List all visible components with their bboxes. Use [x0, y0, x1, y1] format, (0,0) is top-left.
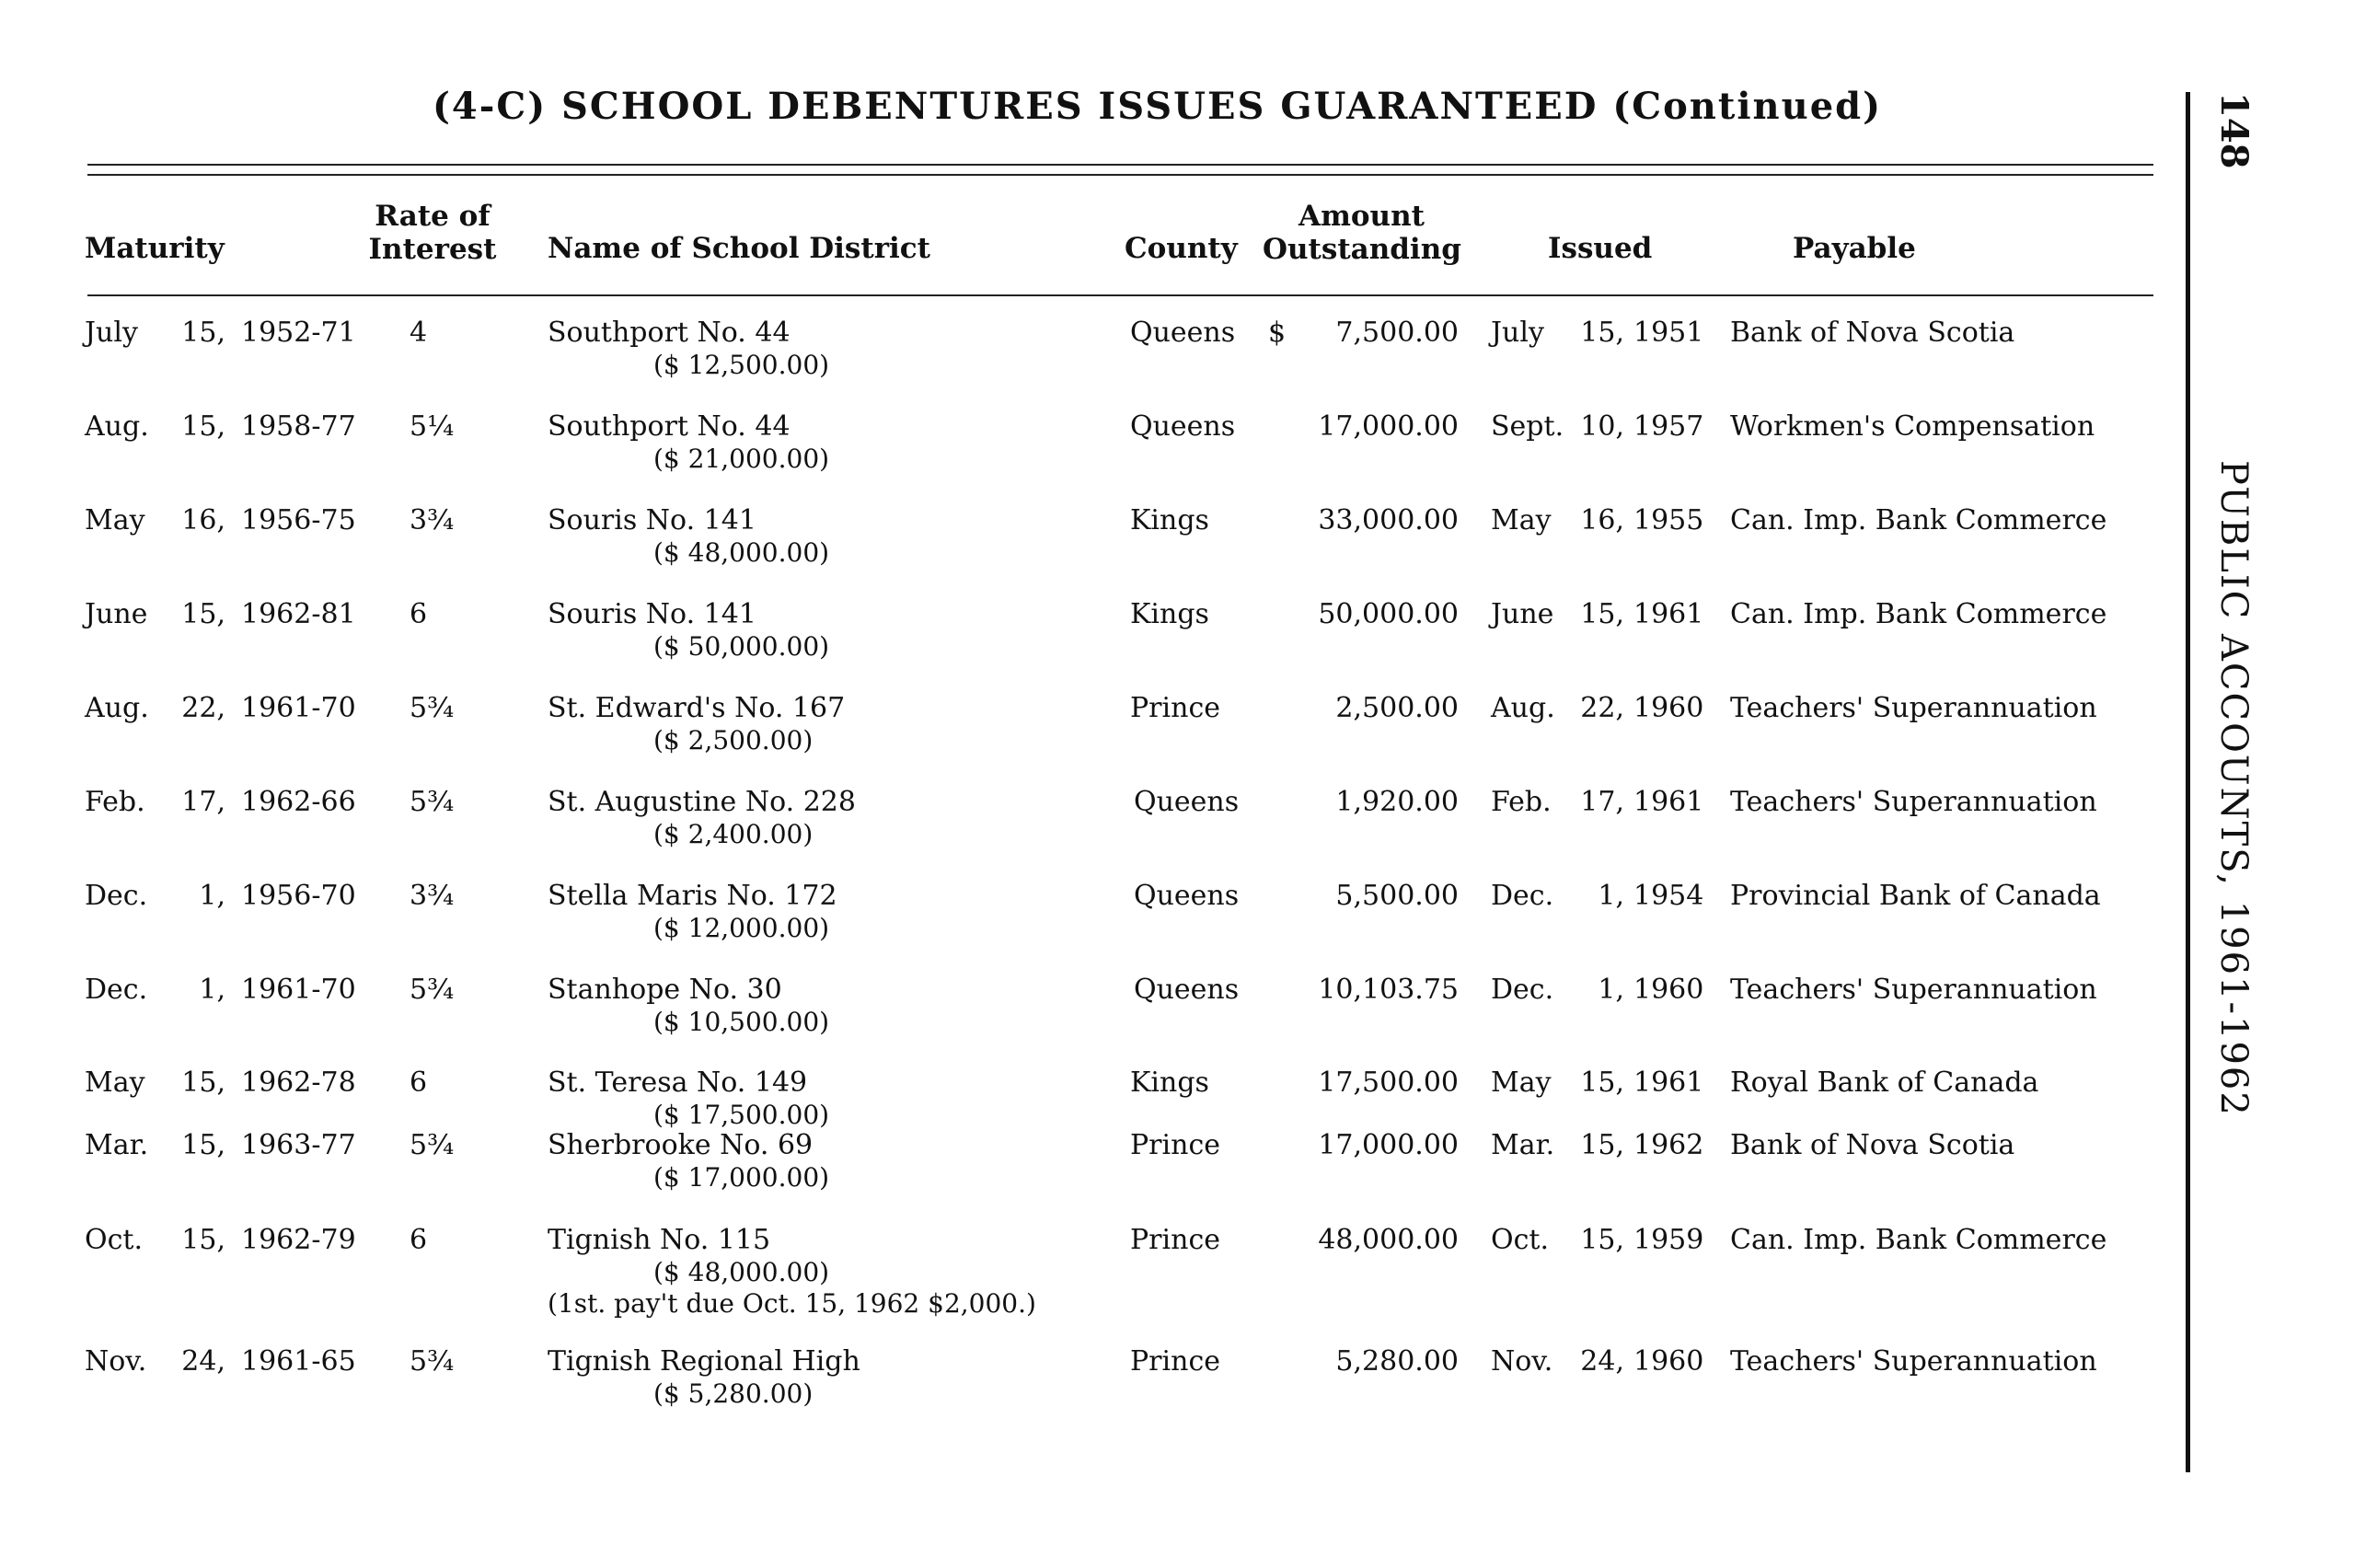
maturity-day: 16,	[181, 504, 225, 536]
maturity-day: 15,	[181, 1066, 225, 1099]
issued-month: Aug.	[1491, 692, 1555, 724]
amount-outstanding: 17,500.00	[1318, 1066, 1459, 1099]
header-payable: Payable	[1793, 232, 1916, 265]
maturity-years: 1958-77	[241, 410, 356, 443]
issued-day: 16,	[1580, 504, 1624, 536]
maturity-day: 22,	[181, 692, 225, 724]
maturity-month: Oct.	[85, 1224, 143, 1256]
payable-at: Royal Bank of Canada	[1730, 1066, 2039, 1099]
header-maturity: Maturity	[85, 232, 225, 265]
issued-day: 10,	[1580, 410, 1624, 443]
header-issued: Issued	[1548, 232, 1653, 265]
amount-outstanding: 10,103.75	[1318, 974, 1459, 1006]
payable-at: Can. Imp. Bank Commerce	[1730, 504, 2107, 536]
table-row	[0, 599, 2366, 691]
header-rate-line1: Rate of	[375, 200, 491, 233]
amount-outstanding: 1,920.00	[1335, 786, 1459, 818]
issued-day: 15,	[1580, 1129, 1624, 1161]
maturity-day: 1,	[199, 880, 225, 912]
top-rule-2	[87, 174, 2153, 176]
issued-month: Dec.	[1491, 974, 1554, 1006]
payable-at: Bank of Nova Scotia	[1730, 317, 2015, 349]
issued-month: Feb.	[1491, 786, 1552, 818]
district-name: St. Edward's No. 167	[548, 692, 846, 724]
payable-at: Bank of Nova Scotia	[1730, 1129, 2015, 1161]
county: Kings	[1130, 1066, 1209, 1099]
original-amount: ($ 21,000.00)	[653, 444, 830, 474]
district-name: Tignish No. 115	[548, 1224, 771, 1256]
interest-rate: 5¼	[410, 410, 455, 443]
table-row	[0, 1346, 2366, 1438]
county: Queens	[1134, 880, 1240, 912]
interest-rate: 3¾	[410, 880, 455, 912]
amount-outstanding: 17,000.00	[1318, 1129, 1459, 1161]
header-rule	[87, 294, 2153, 296]
maturity-day: 15,	[181, 1224, 225, 1256]
original-amount: ($ 48,000.00)	[653, 1257, 830, 1287]
original-amount: ($ 2,400.00)	[653, 819, 814, 849]
currency-sign: $	[1268, 317, 1287, 349]
interest-rate: 5¾	[410, 786, 455, 818]
maturity-month: June	[85, 598, 148, 630]
issued-month: June	[1491, 598, 1554, 630]
maturity-month: Aug.	[85, 692, 149, 724]
issued-year: 1961	[1633, 598, 1704, 630]
district-name: Sherbrooke No. 69	[548, 1129, 814, 1161]
original-amount: ($ 17,500.00)	[653, 1100, 830, 1130]
maturity-years: 1962-66	[241, 786, 356, 818]
issued-year: 1951	[1633, 317, 1704, 349]
table-row	[0, 505, 2366, 597]
district-name: Souris No. 141	[548, 504, 756, 536]
issued-day: 1,	[1598, 974, 1624, 1006]
payable-at: Provincial Bank of Canada	[1730, 880, 2101, 912]
maturity-years: 1961-70	[241, 974, 356, 1006]
maturity-years: 1952-71	[241, 317, 356, 349]
header-amount-line2: Outstanding	[1263, 233, 1461, 266]
header-amount-line1: Amount	[1298, 200, 1425, 233]
payable-at: Teachers' Superannuation	[1730, 974, 2097, 1006]
issued-year: 1961	[1633, 1066, 1704, 1099]
issued-year: 1955	[1633, 504, 1704, 536]
table-row	[0, 974, 2366, 1066]
interest-rate: 6	[410, 1224, 428, 1256]
issued-day: 22,	[1580, 692, 1624, 724]
maturity-day: 15,	[181, 1129, 225, 1161]
original-amount: ($ 12,000.00)	[653, 913, 830, 943]
amount-outstanding: 17,000.00	[1318, 410, 1459, 443]
county: Prince	[1130, 1129, 1220, 1161]
maturity-month: Aug.	[85, 410, 149, 443]
original-amount: ($ 2,500.00)	[653, 725, 814, 755]
payable-at: Can. Imp. Bank Commerce	[1730, 1224, 2107, 1256]
amount-outstanding: 5,280.00	[1335, 1345, 1459, 1378]
maturity-month: May	[85, 1066, 145, 1099]
issued-month: May	[1491, 1066, 1552, 1099]
side-margin	[2212, 92, 2256, 1117]
county: Queens	[1130, 410, 1236, 443]
issued-year: 1960	[1633, 974, 1704, 1006]
district-name: Souris No. 141	[548, 598, 756, 630]
issued-month: July	[1491, 317, 1544, 349]
payable-at: Teachers' Superannuation	[1730, 786, 2097, 818]
maturity-years: 1956-75	[241, 504, 356, 536]
district-name: Southport No. 44	[548, 410, 791, 443]
issued-month: Nov.	[1491, 1345, 1553, 1378]
maturity-month: Nov.	[85, 1345, 147, 1378]
county: Queens	[1134, 974, 1240, 1006]
issued-year: 1961	[1633, 786, 1704, 818]
payable-at: Workmen's Compensation	[1730, 410, 2095, 443]
maturity-years: 1962-79	[241, 1224, 356, 1256]
payable-at: Teachers' Superannuation	[1730, 1345, 2097, 1378]
table-row	[0, 1225, 2366, 1354]
county: Kings	[1130, 598, 1209, 630]
maturity-month: Mar.	[85, 1129, 149, 1161]
interest-rate: 5¾	[410, 1345, 455, 1378]
running-title: PUBLIC ACCOUNTS, 1961-1962	[2212, 460, 2255, 1117]
amount-outstanding: 33,000.00	[1318, 504, 1459, 536]
county: Queens	[1134, 786, 1240, 818]
issued-year: 1954	[1633, 880, 1704, 912]
district-name: St. Teresa No. 149	[548, 1066, 808, 1099]
issued-day: 15,	[1580, 1066, 1624, 1099]
district-name: Stanhope No. 30	[548, 974, 782, 1006]
original-amount: ($ 17,000.00)	[653, 1162, 830, 1193]
county: Queens	[1130, 317, 1236, 349]
original-amount: ($ 5,280.00)	[653, 1378, 814, 1409]
header-district: Name of School District	[548, 232, 931, 265]
maturity-years: 1962-81	[241, 598, 356, 630]
header-amount	[1263, 200, 1460, 266]
issued-day: 24,	[1580, 1345, 1624, 1378]
issued-month: May	[1491, 504, 1552, 536]
payable-at: Teachers' Superannuation	[1730, 692, 2097, 724]
maturity-month: May	[85, 504, 145, 536]
header-rate-line2: Interest	[368, 233, 497, 266]
interest-rate: 6	[410, 598, 428, 630]
issued-month: Mar.	[1491, 1129, 1555, 1161]
amount-outstanding: 48,000.00	[1318, 1224, 1459, 1256]
issued-day: 15,	[1580, 317, 1624, 349]
maturity-day: 17,	[181, 786, 225, 818]
original-amount: ($ 12,500.00)	[653, 350, 830, 380]
maturity-month: Dec.	[85, 880, 148, 912]
maturity-years: 1961-70	[241, 692, 356, 724]
amount-outstanding: 7,500.00	[1335, 317, 1459, 349]
maturity-years: 1963-77	[241, 1129, 356, 1161]
maturity-years: 1961-65	[241, 1345, 356, 1378]
maturity-month: Feb.	[85, 786, 145, 818]
interest-rate: 6	[410, 1066, 428, 1099]
original-amount: ($ 48,000.00)	[653, 537, 830, 568]
maturity-month: July	[85, 317, 138, 349]
table-row	[0, 693, 2366, 785]
page-number: 148	[2212, 92, 2256, 169]
table-row	[0, 881, 2366, 973]
county: Prince	[1130, 1224, 1220, 1256]
top-rule-1	[87, 164, 2153, 166]
issued-day: 15,	[1580, 598, 1624, 630]
maturity-day: 1,	[199, 974, 225, 1006]
interest-rate: 3¾	[410, 504, 455, 536]
county: Prince	[1130, 1345, 1220, 1378]
maturity-years: 1956-70	[241, 880, 356, 912]
maturity-month: Dec.	[85, 974, 148, 1006]
amount-outstanding: 50,000.00	[1318, 598, 1459, 630]
maturity-day: 24,	[181, 1345, 225, 1378]
issued-day: 15,	[1580, 1224, 1624, 1256]
maturity-day: 15,	[181, 598, 225, 630]
header-rate	[364, 200, 502, 266]
district-name: St. Augustine No. 228	[548, 786, 856, 818]
table-row	[0, 411, 2366, 503]
amount-outstanding: 5,500.00	[1335, 880, 1459, 912]
district-name: Southport No. 44	[548, 317, 791, 349]
table-row	[0, 787, 2366, 879]
original-amount: ($ 50,000.00)	[653, 631, 830, 662]
table-row	[0, 317, 2366, 409]
district-name: Stella Maris No. 172	[548, 880, 837, 912]
issued-year: 1962	[1633, 1129, 1704, 1161]
issued-year: 1959	[1633, 1224, 1704, 1256]
page-title: (4-C) SCHOOL DEBENTURES ISSUES GUARANTEED (Continued)	[433, 85, 1883, 128]
issued-year: 1960	[1633, 1345, 1704, 1378]
maturity-day: 15,	[181, 410, 225, 443]
table-row	[0, 1130, 2366, 1222]
issued-day: 17,	[1580, 786, 1624, 818]
interest-rate: 5¾	[410, 692, 455, 724]
maturity-day: 15,	[181, 317, 225, 349]
county: Kings	[1130, 504, 1209, 536]
issued-month: Sept.	[1491, 410, 1564, 443]
amount-outstanding: 2,500.00	[1335, 692, 1459, 724]
maturity-years: 1962-78	[241, 1066, 356, 1099]
payment-note: (1st. pay't due Oct. 15, 1962 $2,000.)	[548, 1288, 1036, 1319]
district-name: Tignish Regional High	[548, 1345, 860, 1378]
original-amount: ($ 10,500.00)	[653, 1007, 830, 1037]
payable-at: Can. Imp. Bank Commerce	[1730, 598, 2107, 630]
county: Prince	[1130, 692, 1220, 724]
interest-rate: 4	[410, 317, 428, 349]
interest-rate: 5¾	[410, 1129, 455, 1161]
issued-month: Oct.	[1491, 1224, 1549, 1256]
interest-rate: 5¾	[410, 974, 455, 1006]
issued-year: 1960	[1633, 692, 1704, 724]
header-county: County	[1125, 232, 1238, 265]
issued-year: 1957	[1633, 410, 1704, 443]
issued-month: Dec.	[1491, 880, 1554, 912]
issued-day: 1,	[1598, 880, 1624, 912]
